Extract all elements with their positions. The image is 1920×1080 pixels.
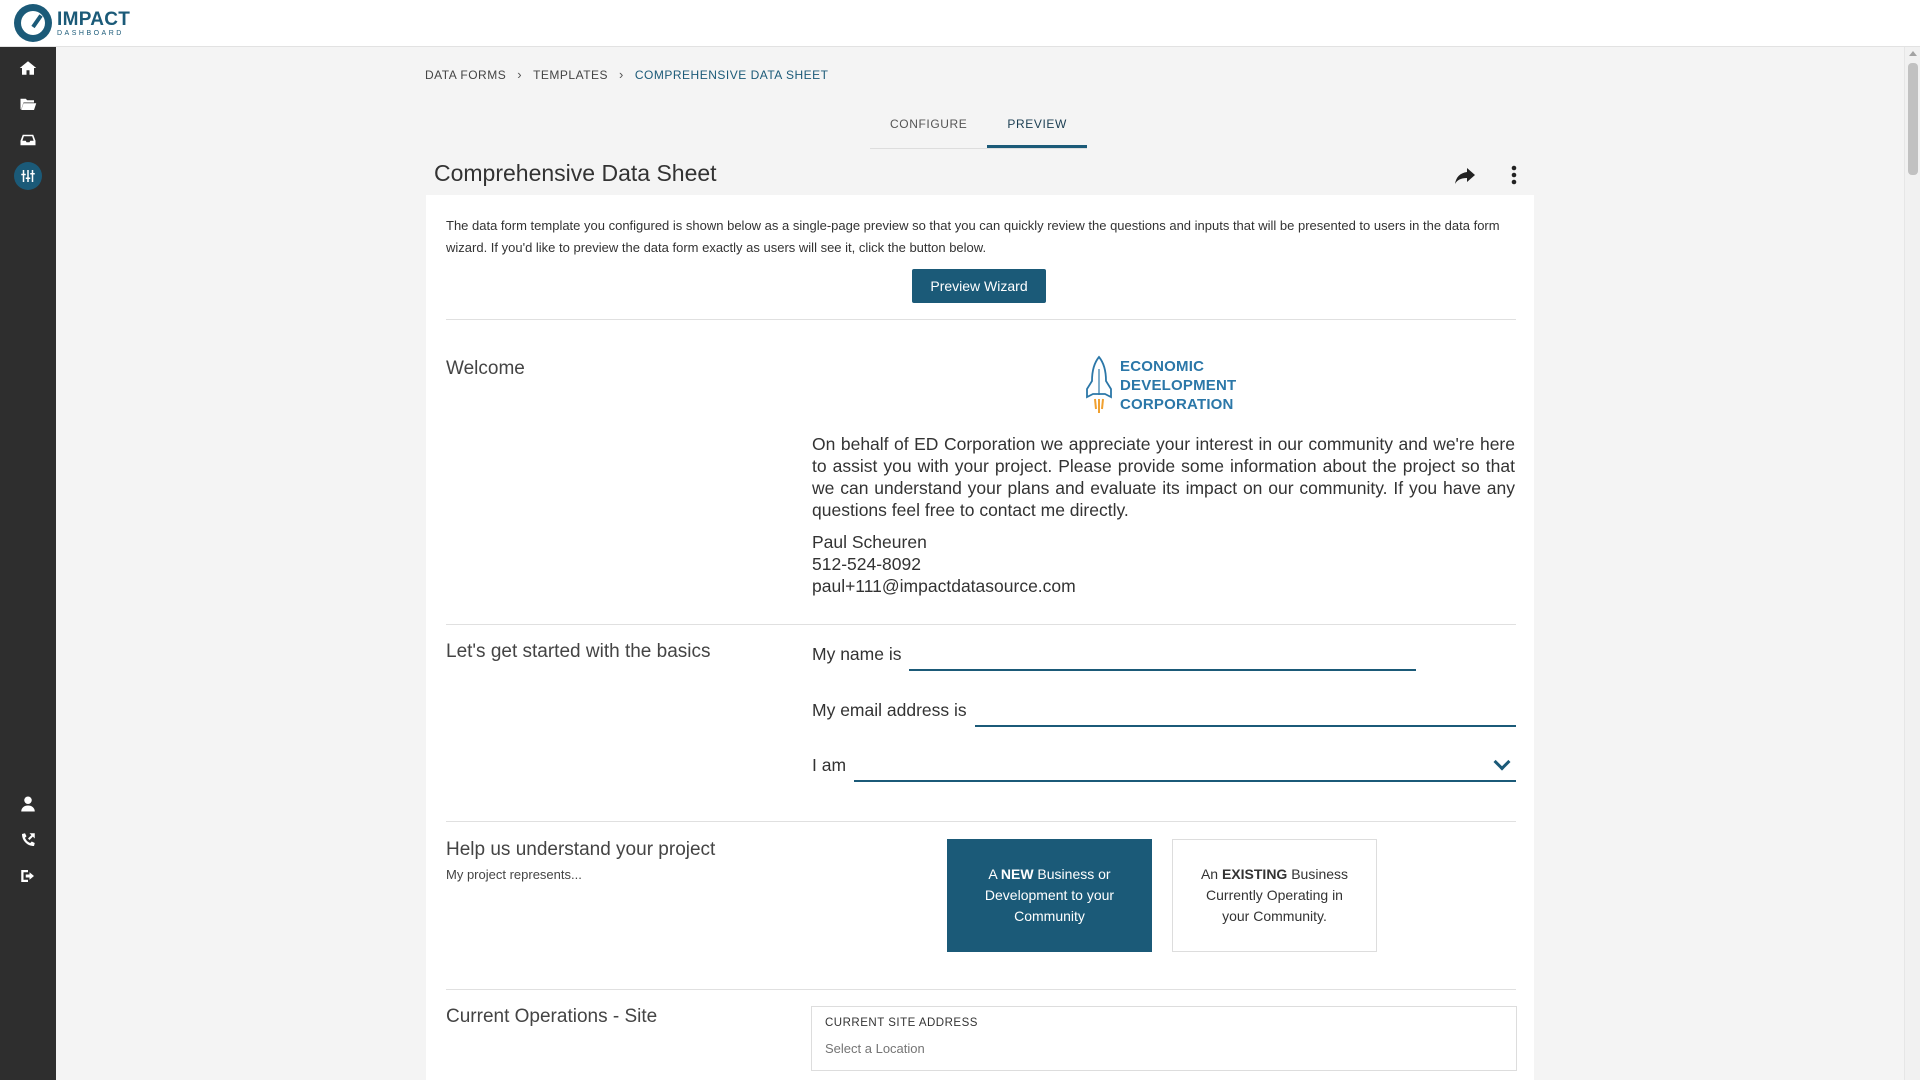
basics-section-label: Let's get started with the basics: [446, 641, 711, 662]
page-scrollbar[interactable]: [1904, 47, 1920, 1080]
edc-logo: [1084, 355, 1236, 415]
name-input[interactable]: [909, 635, 1416, 669]
breadcrumb-data-forms[interactable]: DATA FORMS: [425, 67, 507, 82]
form-preview-card: [426, 195, 1534, 1080]
page-title: Comprehensive Data Sheet: [434, 160, 717, 186]
email-field-label: My email address is: [812, 700, 967, 720]
edc-name-line-3: CORPORATION: [1120, 395, 1234, 413]
site-address-label: CURRENT SITE ADDRESS: [825, 1017, 978, 1029]
logout-icon[interactable]: [14, 862, 42, 890]
project-section-sub: My project represents...: [446, 867, 582, 882]
divider: [446, 624, 1516, 625]
email-input[interactable]: [975, 691, 1516, 725]
existing-business-option[interactable]: [1172, 839, 1377, 952]
option-existing-bold: EXISTING: [1221, 866, 1288, 882]
gauge-logo-icon: [14, 4, 52, 42]
name-field-row: [812, 635, 1416, 671]
contact-phone: 512-524-8092: [812, 554, 921, 574]
option-new-suffix: Business or Development to your Community: [984, 866, 1115, 924]
intro-text: The data form template you configured is shown below as a single-page preview so that you can quickly review the questions and inputs that will be presented to users in the data form wizard. If you'd like to preview the data form exactly as users will see it, click the button below.: [446, 218, 1500, 255]
chevron-down-icon[interactable]: [1494, 754, 1511, 771]
project-section-label: Help us understand your project: [446, 839, 716, 860]
name-field-label: My name is: [812, 644, 902, 664]
more-options-icon[interactable]: [1504, 163, 1524, 187]
divider: [446, 989, 1516, 990]
new-business-option[interactable]: [947, 839, 1152, 952]
divider: [446, 821, 1516, 822]
welcome-message: On behalf of ED Corporation we appreciate your interest in our community and we're here to assist you with your project. Please provide some information about the project so that we can understand your plans and evaluate its impact on our community. If you have any questions feel free to contact me directly.: [812, 434, 1515, 520]
option-new-bold: NEW: [1000, 866, 1034, 882]
impact-dashboard-logo[interactable]: [14, 4, 130, 42]
chevron-right-icon: ›: [619, 67, 624, 82]
preview-wizard-button[interactable]: Preview Wizard: [912, 269, 1046, 303]
breadcrumb-current: COMPREHENSIVE DATA SHEET: [634, 67, 829, 82]
scroll-thumb[interactable]: [1908, 63, 1918, 175]
user-icon[interactable]: [14, 790, 42, 818]
tab-bar: [870, 105, 1087, 149]
tab-preview[interactable]: PREVIEW: [987, 105, 1087, 148]
logo-title: IMPACT: [57, 8, 131, 30]
operations-section-label: Current Operations - Site: [446, 1006, 658, 1027]
role-select[interactable]: [854, 746, 1516, 782]
site-address-field[interactable]: [811, 1006, 1517, 1071]
breadcrumb: [425, 67, 828, 82]
top-bar: [0, 0, 1920, 47]
option-existing-suffix: Business Currently Operating in your Community.: [1206, 866, 1349, 924]
home-icon[interactable]: [14, 54, 42, 82]
logo-subtitle: DASHBOARD: [57, 29, 124, 37]
contact-info: [812, 531, 1076, 597]
contact-name: Paul Scheuren: [812, 532, 927, 552]
tab-configure[interactable]: CONFIGURE: [890, 117, 968, 131]
support-icon[interactable]: [14, 826, 42, 854]
sidebar: [0, 47, 56, 1080]
email-field-row: [812, 691, 1516, 727]
edc-name-line-1: ECONOMIC: [1120, 357, 1205, 375]
edc-name-line-2: DEVELOPMENT: [1120, 376, 1237, 394]
chevron-right-icon: ›: [517, 67, 523, 82]
breadcrumb-templates[interactable]: TEMPLATES: [533, 67, 609, 82]
scroll-up-arrow-icon[interactable]: [1909, 51, 1917, 56]
option-existing-prefix: An: [1200, 866, 1222, 882]
forms-icon[interactable]: [14, 162, 42, 190]
welcome-section-label: Welcome: [446, 358, 525, 379]
role-field-label: I am: [812, 755, 847, 775]
contact-email: paul+111@impactdatasource.com: [812, 576, 1076, 596]
rocket-icon: [1084, 355, 1114, 415]
inbox-icon[interactable]: [14, 126, 42, 154]
option-new-prefix: A: [988, 866, 1001, 882]
share-icon[interactable]: [1453, 163, 1477, 187]
role-field-row: [812, 746, 1516, 782]
site-address-input[interactable]: [825, 1041, 1495, 1056]
divider: [446, 319, 1516, 320]
folder-icon[interactable]: [14, 90, 42, 118]
